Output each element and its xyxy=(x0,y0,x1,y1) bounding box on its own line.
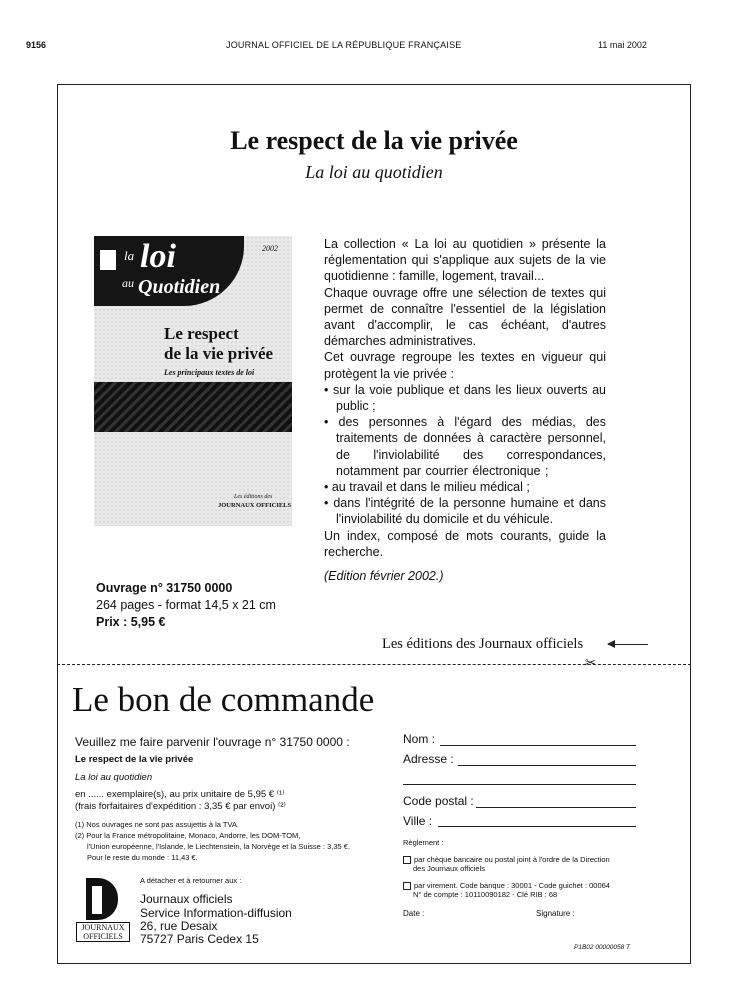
list-item: • sur la voie publique et dans les lieux ouverts au public ; xyxy=(324,382,606,414)
publisher-line: Les éditions des Journaux officiels xyxy=(382,636,584,652)
ville-field[interactable] xyxy=(438,826,636,827)
desc-bullets xyxy=(324,382,606,528)
ville-label: Ville : xyxy=(403,814,433,828)
adresse-field[interactable] xyxy=(458,765,636,766)
cover-subtitle: Les principaux textes de loi xyxy=(164,368,255,377)
desc-p2: Chaque ouvrage offre une sélection de textes qui permet de connaître l'essentiel de la législation avant d'accomplir, le cas échéant, d'autres démarches administratives. xyxy=(324,285,606,349)
order-collection: La loi au quotidien xyxy=(75,772,153,783)
cover-au: au xyxy=(122,276,134,290)
virement-checkbox[interactable] xyxy=(403,882,411,890)
cover-title-line2: de la vie privée xyxy=(164,344,274,363)
journaux-officiels-logo xyxy=(76,876,128,944)
scissors-icon: ✂ xyxy=(585,655,596,670)
adresse-field-line2[interactable] xyxy=(403,784,636,785)
return-address xyxy=(140,874,292,946)
order-quantity-line: en ...... exemplaire(s), au prix unitaire de 5,95 € ⁽¹⁾ xyxy=(75,789,285,800)
jo-logo-text2: OFFICIELS xyxy=(83,932,123,941)
nom-label: Nom : xyxy=(403,732,436,746)
ad-title: Le respect de la vie privée xyxy=(230,126,518,155)
cover-la: la xyxy=(124,248,135,263)
cheque-label-line2: des Journaux officiels xyxy=(413,864,485,874)
cover-title-line1: Le respect xyxy=(164,324,239,343)
book-number: Ouvrage n° 31750 0000 xyxy=(96,581,233,595)
jo-logo-text1: JOURNAUX xyxy=(81,923,125,932)
journal-title: JOURNAL OFFICIEL DE LA RÉPUBLIQUE FRANÇAISE xyxy=(226,40,462,50)
ad-subtitle: La loi au quotidien xyxy=(305,162,443,182)
cover-photo-band xyxy=(94,382,292,432)
desc-p3: Cet ouvrage regroupe les textes en vigueur qui protègent la vie privée : xyxy=(324,350,606,381)
virement-label-line2: N° de compte : 10110090182 - Clé RIB : 68 xyxy=(413,890,558,900)
jo-logo-icon xyxy=(86,878,118,920)
address-line: Journaux officiels xyxy=(140,892,233,907)
cover-publisher-line1: Les éditions des xyxy=(234,494,273,500)
signature-label: Signature : xyxy=(536,909,575,918)
cover-logo-icon xyxy=(100,250,116,270)
order-note2b: l'Union européenne, l'Islande, le Liechtenstein, la Norvège et la Suisse : 3,35 €. xyxy=(87,842,351,851)
payment-option-cheque xyxy=(403,855,610,873)
adresse-label: Adresse : xyxy=(403,752,454,766)
detach-note: A détacher et à retourner aux : xyxy=(140,876,242,885)
cheque-label: par chèque bancaire ou postal joint à l'ordre de la Direction xyxy=(414,855,610,864)
book-price: Prix : 5,95 € xyxy=(96,615,166,629)
address-line: 75727 Paris Cedex 15 xyxy=(140,932,259,947)
book-reference xyxy=(96,580,276,631)
page-number: 9156 xyxy=(26,40,47,50)
jo-logo-inner xyxy=(92,886,102,914)
address-line: 26, rue Desaix xyxy=(140,918,218,933)
desc-p4: Un index, composé de mots courants, guide la recherche. xyxy=(324,528,606,559)
order-note2c: Pour le reste du monde : 11,43 €. xyxy=(87,853,198,862)
order-form-title: Le bon de commande xyxy=(72,680,375,719)
order-note2a: (2) Pour la France métropolitaine, Monaco, Andorre, les DOM-TOM, xyxy=(75,831,301,840)
arrow-left-icon xyxy=(608,644,648,645)
address-line: Service Information-diffusion xyxy=(140,905,292,920)
code-postal-label: Code postal : xyxy=(403,794,474,808)
list-item: • au travail et dans le milieu médical ; xyxy=(324,480,530,495)
issue-date: 11 mai 2002 xyxy=(598,40,647,50)
code-postal-field[interactable] xyxy=(476,807,636,808)
list-item: • dans l'intégrité de la personne humaine et dans l'inviolabilité du domicile et du véhicule. xyxy=(324,496,606,527)
nom-field[interactable] xyxy=(440,745,636,746)
virement-label: par virement. Code banque : 30001 - Code guichet : 00064 xyxy=(414,881,610,890)
cover-year: 2002 xyxy=(262,244,278,253)
cover-loi: loi xyxy=(140,238,176,275)
book-cover xyxy=(94,236,292,526)
book-pages: 264 pages - format 14,5 x 21 cm xyxy=(96,598,276,612)
cheque-checkbox[interactable] xyxy=(403,856,411,864)
cover-publisher-line2: JOURNAUX OFFICIELS xyxy=(218,502,292,509)
desc-p1: La collection « La loi au quotidien » présente la réglementation qui s'applique aux sujets de la vie quotidienne : famille, logement, travail... xyxy=(324,237,606,284)
list-item: • des personnes à l'égard des médias, des traitements de données à caractère personnel, de l'inviolabilité des correspondances, notamment par courrier électronique ; xyxy=(324,415,606,478)
date-label: Date : xyxy=(403,909,425,918)
order-shipping-line: (frais forfaitaires d'expédition : 3,35 € par envoi) ⁽²⁾ xyxy=(75,801,286,812)
payment-option-virement xyxy=(403,881,610,899)
reglement-label: Règlement : xyxy=(403,838,444,847)
form-reference-code: P1B02 00000058 T xyxy=(574,944,631,951)
order-book-title: Le respect de la vie privée xyxy=(75,754,194,765)
order-request: Veuillez me faire parvenir l'ouvrage n° 31750 0000 : xyxy=(75,735,350,749)
cover-quotidien: Quotidien xyxy=(138,276,221,298)
order-note1: (1) Nos ouvrages ne sont pas assujettis à la TVA. xyxy=(75,820,239,829)
jo-logo-text xyxy=(76,922,130,942)
book-description xyxy=(324,236,606,584)
desc-edition: (Edition février 2002.) xyxy=(324,569,444,584)
